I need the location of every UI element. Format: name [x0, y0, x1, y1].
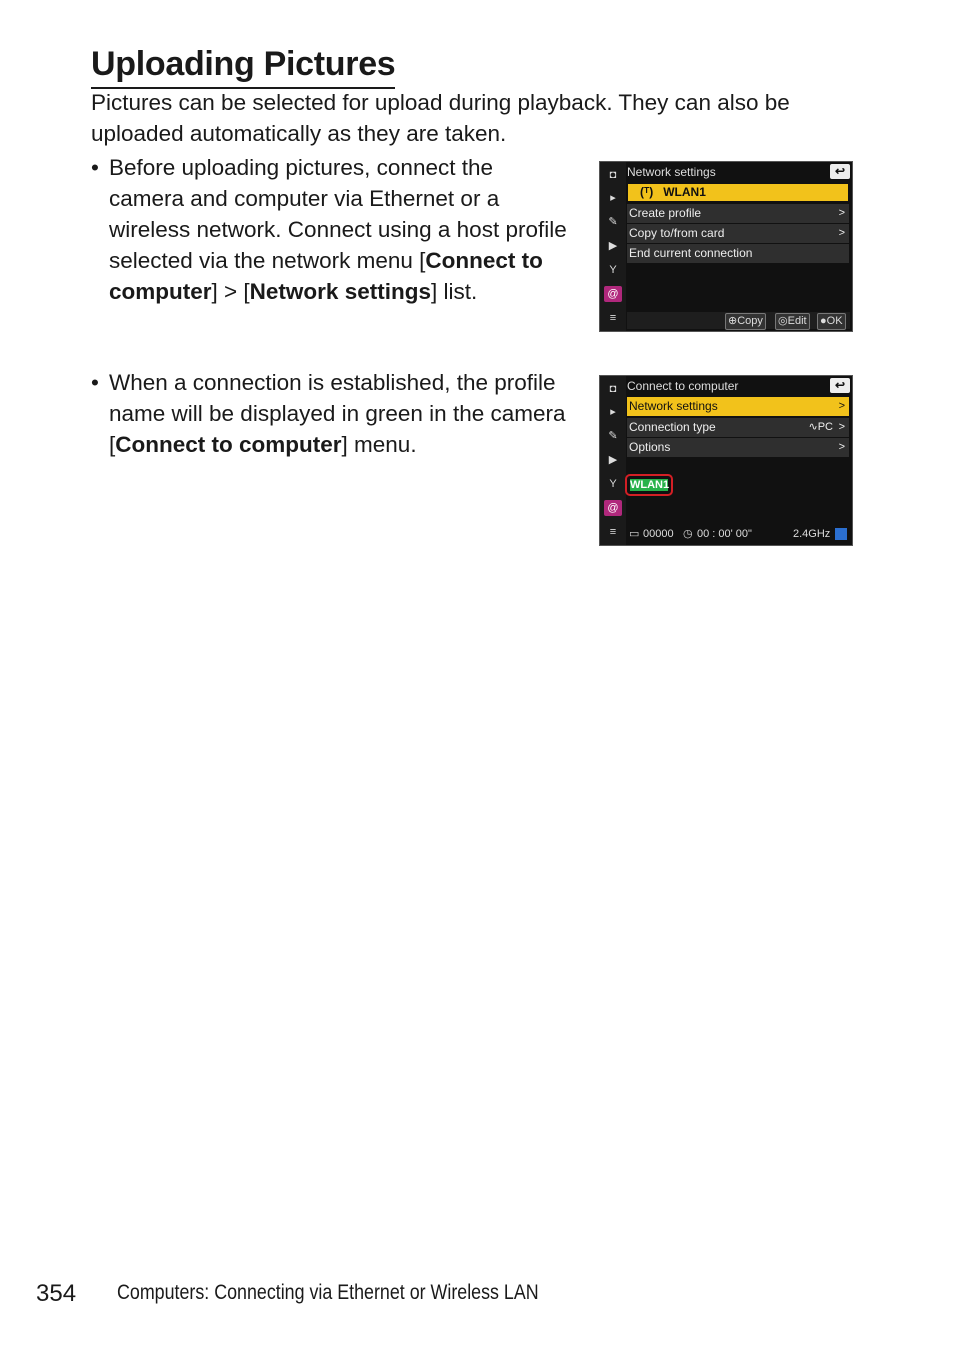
menu-item-create-profile[interactable]: Create profile >: [627, 204, 849, 223]
menu-sidebar: [600, 162, 626, 331]
chevron-right-icon: >: [838, 400, 845, 412]
clock-icon: ◷: [683, 528, 693, 540]
wireless-icon: (ᵀ): [640, 185, 654, 199]
menu-item-connection-type[interactable]: Connection type ∿PC >: [627, 418, 849, 437]
chevron-right-icon: >: [838, 227, 845, 239]
setup-icon[interactable]: Y: [609, 478, 617, 490]
return-icon[interactable]: ↩: [830, 164, 850, 179]
chevron-right-icon: >: [838, 207, 845, 219]
my-menu-icon[interactable]: ≡: [609, 526, 617, 538]
card-count-icon: ▭: [629, 528, 640, 540]
playback-icon[interactable]: ▶: [608, 240, 618, 252]
menu-item-network-settings[interactable]: Network settings >: [627, 397, 849, 416]
camera-screen-network-settings: [599, 161, 853, 332]
network-icon[interactable]: @: [604, 500, 622, 516]
picture-count: 00000: [643, 528, 674, 540]
my-menu-icon[interactable]: ≡: [609, 312, 617, 324]
page-title: Uploading Pictures: [91, 42, 395, 89]
band-label: 2.4GHz: [793, 528, 831, 540]
menu-item-end-connection[interactable]: End current connection: [627, 244, 849, 263]
edit-button[interactable]: ◎Edit: [775, 313, 810, 330]
screen-header: Network settings: [627, 165, 716, 179]
bullet-connection-established: • When a connection is established, the profile name will be displayed in green in the camera [Connect to computer] menu.: [91, 367, 569, 460]
custom-settings-icon[interactable]: ✎: [608, 216, 618, 228]
return-icon[interactable]: ↩: [830, 378, 850, 393]
chevron-right-icon: >: [838, 441, 845, 453]
menu-item-copy-card[interactable]: Copy to/from card >: [627, 224, 849, 243]
menu-sidebar: [600, 376, 626, 545]
screen-header: Connect to computer: [627, 379, 739, 393]
bullet-connect: • Before uploading pictures, connect the camera and computer via Ethernet or a wireless network. Connect using a host profile selected via the network menu [Connect to computer] > [Network settings] list.: [91, 152, 569, 307]
elapsed-time: 00 : 00' 00": [697, 528, 752, 540]
ok-button[interactable]: ●OK: [817, 313, 846, 330]
profile-row[interactable]: (ᵀ) WLAN1: [627, 183, 849, 202]
movie-shooting-icon[interactable]: ▸: [610, 406, 616, 418]
status-bar: [627, 526, 850, 543]
profile-name-callout: [625, 474, 673, 496]
screen-footer: [627, 312, 850, 329]
setup-icon[interactable]: Y: [609, 264, 617, 276]
profile-name-badge: WLAN1: [630, 479, 670, 491]
photo-shooting-icon[interactable]: ◘: [609, 383, 617, 395]
network-icon[interactable]: @: [604, 286, 622, 302]
connection-type-value: ∿PC: [808, 421, 833, 433]
camera-screen-connect-to-computer: [599, 375, 853, 546]
playback-icon[interactable]: ▶: [608, 454, 618, 466]
bullet-marker: •: [91, 370, 99, 395]
chevron-right-icon: >: [838, 421, 845, 433]
photo-shooting-icon[interactable]: ◘: [609, 169, 617, 181]
signal-strength-icon: [835, 528, 847, 540]
movie-shooting-icon[interactable]: ▸: [610, 192, 616, 204]
copy-button[interactable]: ⊕Copy: [725, 313, 766, 330]
section-title: Computers: Connecting via Ethernet or Wireless LAN: [117, 1281, 539, 1304]
bullet-marker: •: [91, 155, 99, 180]
custom-settings-icon[interactable]: ✎: [608, 430, 618, 442]
intro-paragraph: Pictures can be selected for upload during playback. They can also be uploaded automatically as they are taken.: [91, 90, 790, 146]
menu-item-options[interactable]: Options >: [627, 438, 849, 457]
page-number: 354: [36, 1280, 77, 1307]
